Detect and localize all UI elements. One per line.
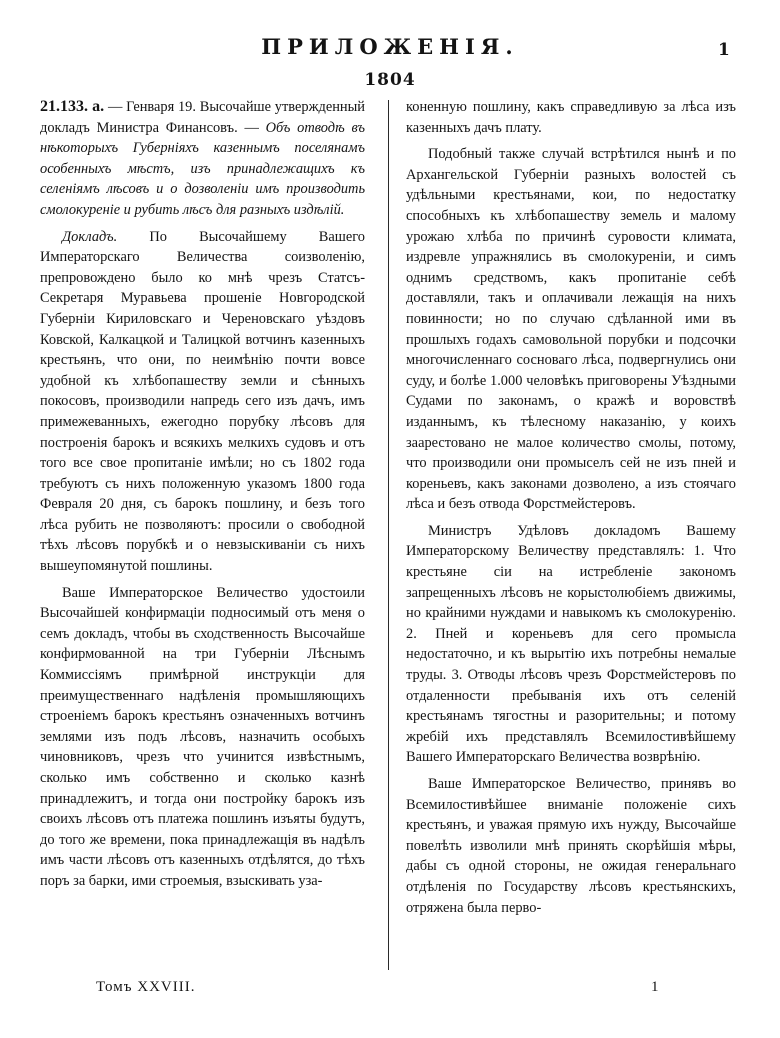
- right-column: [406, 97, 736, 973]
- left-column: [40, 97, 365, 973]
- report-label: Докладъ.: [62, 228, 118, 245]
- right-paragraph-3: Министръ Удѣловъ докладомъ Вашему Императорскому Величеству представлялъ: 1. Что крестьяне сіи на истребленіе закономъ запрещенныхъ лѣсовъ не корыстолюбіемъ движимы, но крайними нуждами и навыкомъ къ смолокуренію. 2. Пней и кореньевъ для сего промысла недостаточно, и къ вырытію ихъ потребны немалые труды. 3. Отводы лѣсовъ чрезъ Форстмейстеровъ по отдаленности пребыванія ихъ отъ селеній крестьянамъ тягостны и разорительны; и потому жребій ихъ представлялъ Всемилостивѣйшему Вашего Императорскаго Величества возврѣнію.: [406, 522, 736, 766]
- right-paragraph-4: Ваше Императорское Величество, принявъ во Всемилостивѣйшее вниманіе положеніе сихъ крестьянъ, и уважая прямую ихъ нужду, Высочайше повелѣть изволили мнѣ принять скорѣйшія мѣры, дабы съ одной стороны, не ожидая генеральнаго отдѣленія по Государству лѣсовъ крестьянскихъ, отряжена была перво-: [406, 776, 736, 916]
- page-number: 1: [718, 40, 730, 60]
- volume-label: Томъ XXVIII.: [96, 979, 196, 995]
- law-subject: Объ отводѣ въ нѣкоторыхъ Губерніяхъ казеннымъ поселянамъ особенныхъ мѣстъ, изъ принадлежащихъ къ селеніямъ лѣсовъ и о дозволеніи имъ производить смолокуреніе и рубить лѣсъ для разныхъ издѣлій.: [40, 119, 365, 218]
- column-divider: [388, 100, 389, 970]
- law-entry: [40, 97, 365, 221]
- report-text: По Высочайшему Вашего Императорскаго Величества соизволенію, препровождено было ко мнѣ чрезъ Статсъ-Секретаря Муравьева прошеніе Новгородской Губерніи Кириловскаго и Череновскаго уѣздовъ Ковской, Калкацкой и Талицкой вотчинъ казенныхъ крестьянъ, что они, по неимѣнію почти вовсе удобной къ хлѣбопашеству земли и сѣнныхъ покосовъ, производили напредь сего изъ дачъ, имъ примежеванныхъ, ежегодно порубку лѣсовъ для построенія барокъ и всякихъ мелкихъ судовъ и отъ того все свое пропитаніе имѣли; но съ 1802 года требуютъ съ нихъ положенную указомъ 1800 года Февраля 20 дня, съ барокъ пошлину, и безъ того лѣса рубить не позволяютъ: просили о свободной тѣхъ лѣсовъ порубкѣ и о невзыскиваніи съ нихъ вышеупомянутой пошлины.: [40, 228, 365, 575]
- page-title: ПРИЛОЖЕНІЯ.: [261, 34, 519, 59]
- report-paragraph: [40, 227, 365, 577]
- law-intro: — Генваря 19. Высочайше утвержденный докладъ Министра Финансовъ. —: [40, 99, 365, 136]
- right-paragraph-2: Подобный также случай встрѣтился нынѣ и по Архангельской Губерніи разныхъ волостей съ удѣльными крестьянами, кои, по недостатку способныхъ къ хлѣбопашеству земель и малому урожаю хлѣба по причинѣ суровости климата, издревле упражнялись въ смолокуреніи, и симъ однимъ средствомъ, какъ пропитаніе себѣ доставляли, такъ и оплачивали лежащія на нихъ повинности; но по случаю сдѣланной ими въ прошлыхъ годахъ самовольной порубки и подсочки многочисленнаго сосноваго лѣса, подвергнулись они суду, и болѣе 1.000 человѣкъ приговорены Уѣздными Судами по законамъ, о кражѣ и воровствѣ изданнымъ, къ тѣлесному наказанію, у коихъ заарестовано не малое количество смолы, потому, что производили они промыселъ сей не изъ пней и кореньевъ, какъ законами дозволено, а изъ стоячаго лѣса и безъ отвода Форстмейстеровъ.: [406, 146, 736, 513]
- sheet-number: 1: [651, 979, 659, 995]
- left-paragraph-2: Ваше Императорское Величество удостоили Высочайшей конфирмаціи подносимый отъ меня о семъ докладъ, чтобы въ сходственность Высочайше конфирмованной на три Губерніи Лѣснымъ Коммиссіямъ примѣрной инструкціи для преимущественнаго надѣленія промышляющихъ строеніемъ барокъ крестьянъ означенныхъ вотчинъ землями изъ подъ лѣсовъ, назначить особыхъ чиновниковъ, чрезъ что учинится извѣстнымъ, сколько имъ собственно и сколько казнѣ принадлежитъ, и тогда они постройку барокъ изъ своихъ лѣсовъ отъ платежа пошлинъ изъяты будутъ, до того же времени, пока принадлежащія въ надѣлъ имъ части лѣсовъ отъ казенныхъ отдѣлятся, до тѣхъ поръ за барки, ими строемыя, взыскивать уза-: [40, 584, 365, 889]
- year-heading: 1804: [364, 70, 416, 90]
- right-paragraph-1: коненную пошлину, какъ справедливую за лѣса изъ казенныхъ дачъ плату.: [406, 99, 736, 136]
- law-number: 21.133. а.: [40, 98, 105, 115]
